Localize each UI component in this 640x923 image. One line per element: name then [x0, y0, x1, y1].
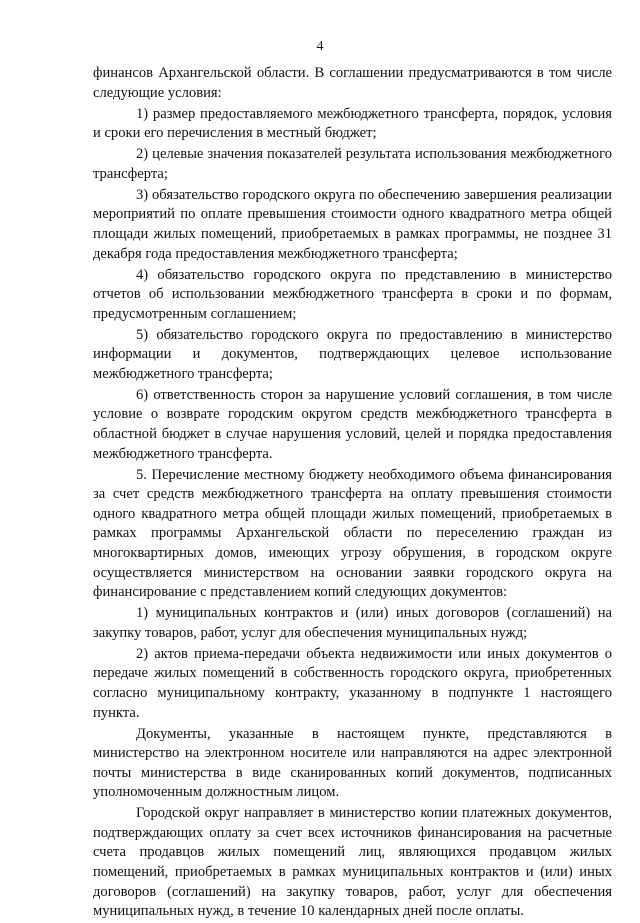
paragraph-documents-submission: Документы, указанные в настоящем пункте, представляются в министерство на электронном носителе или направляются на адрес электронной почты министерства в виде сканированных копий документов, подписанных уполномоченным должностным лицом. — [93, 725, 612, 801]
paragraph-condition-1: 1) размер предоставляемого межбюджетного трансферта, порядок, условия и сроки его перечисления в местный бюджет; — [93, 105, 612, 142]
paragraph-agreement-intro: финансов Архангельской области. В соглашении предусматриваются в том числе следующие условия: — [93, 65, 612, 101]
paragraph-condition-4: 4) обязательство городского округа по представлению в министерство отчетов об использовании межбюджетного трансферта в сроки и по формам, предусмотренным соглашением; — [93, 266, 612, 322]
paragraph-condition-2: 2) целевые значения показателей результата использования межбюджетного трансферта; — [93, 146, 612, 182]
paragraph-clause-5: 5. Перечисление местному бюджету необходимого объема финансирования за счет средств межбюджетного трансферта на оплату превышения стоимости одного квадратного метра общей площади жилых помещений, приобретаемых в рамках программы Архангельской области по переселению граждан из многоквартирных домов, имеющих угрозу обрушения, в городском округе осуществляется министерством на основании заявки городского округа на финансирование с представлением копий следующих документов: — [93, 466, 612, 601]
document-body — [93, 64, 612, 923]
paragraph-document-2: 2) актов приема-передачи объекта недвижимости или иных документов о передаче жилых помещений в собственность городского округа, приобретенных согласно муниципальному контракту, указанному в подпункте 1 настоящего пункта. — [93, 645, 612, 721]
paragraph-condition-5: 5) обязательство городского округа по предоставлению в министерство информации и документов, подтверждающих целевое использование межбюджетного трансферта; — [93, 326, 612, 382]
paragraph-condition-6: 6) ответственность сторон за нарушение условий соглашения, в том числе условие о возврате городским округом средств межбюджетного трансферта в областной бюджет в случае нарушения условий, целей и порядка предоставления межбюджетного трансферта. — [93, 386, 612, 462]
page-number: 4 — [316, 39, 324, 54]
paragraph-document-1: 1) муниципальных контрактов и (или) иных договоров (соглашений) на закупку товаров, работ, услуг для обеспечения муниципальных нужд; — [93, 605, 612, 641]
paragraph-condition-3: 3) обязательство городского округа по обеспечению завершения реализации мероприятий по оплате превышения стоимости одного квадратного метра общей площади жилых помещений, приобретаемых в рамках программы, не позднее 31 декабря года предоставления межбюджетного трансферта; — [93, 186, 612, 262]
paragraph-payment-documents: Городской округ направляет в министерство копии платежных документов, подтверждающих оплату за счет всех источников финансирования на расчетные счета продавцов жилых помещений лиц, являющихся продавцом жилых помещений, приобретаемых в рамках муниципальных контрактов и (или) иных договоров (соглашений) на закупку товаров, работ, услуг для обеспечения муниципальных нужд, в течение 10 календарных дней после оплаты. — [93, 805, 612, 920]
